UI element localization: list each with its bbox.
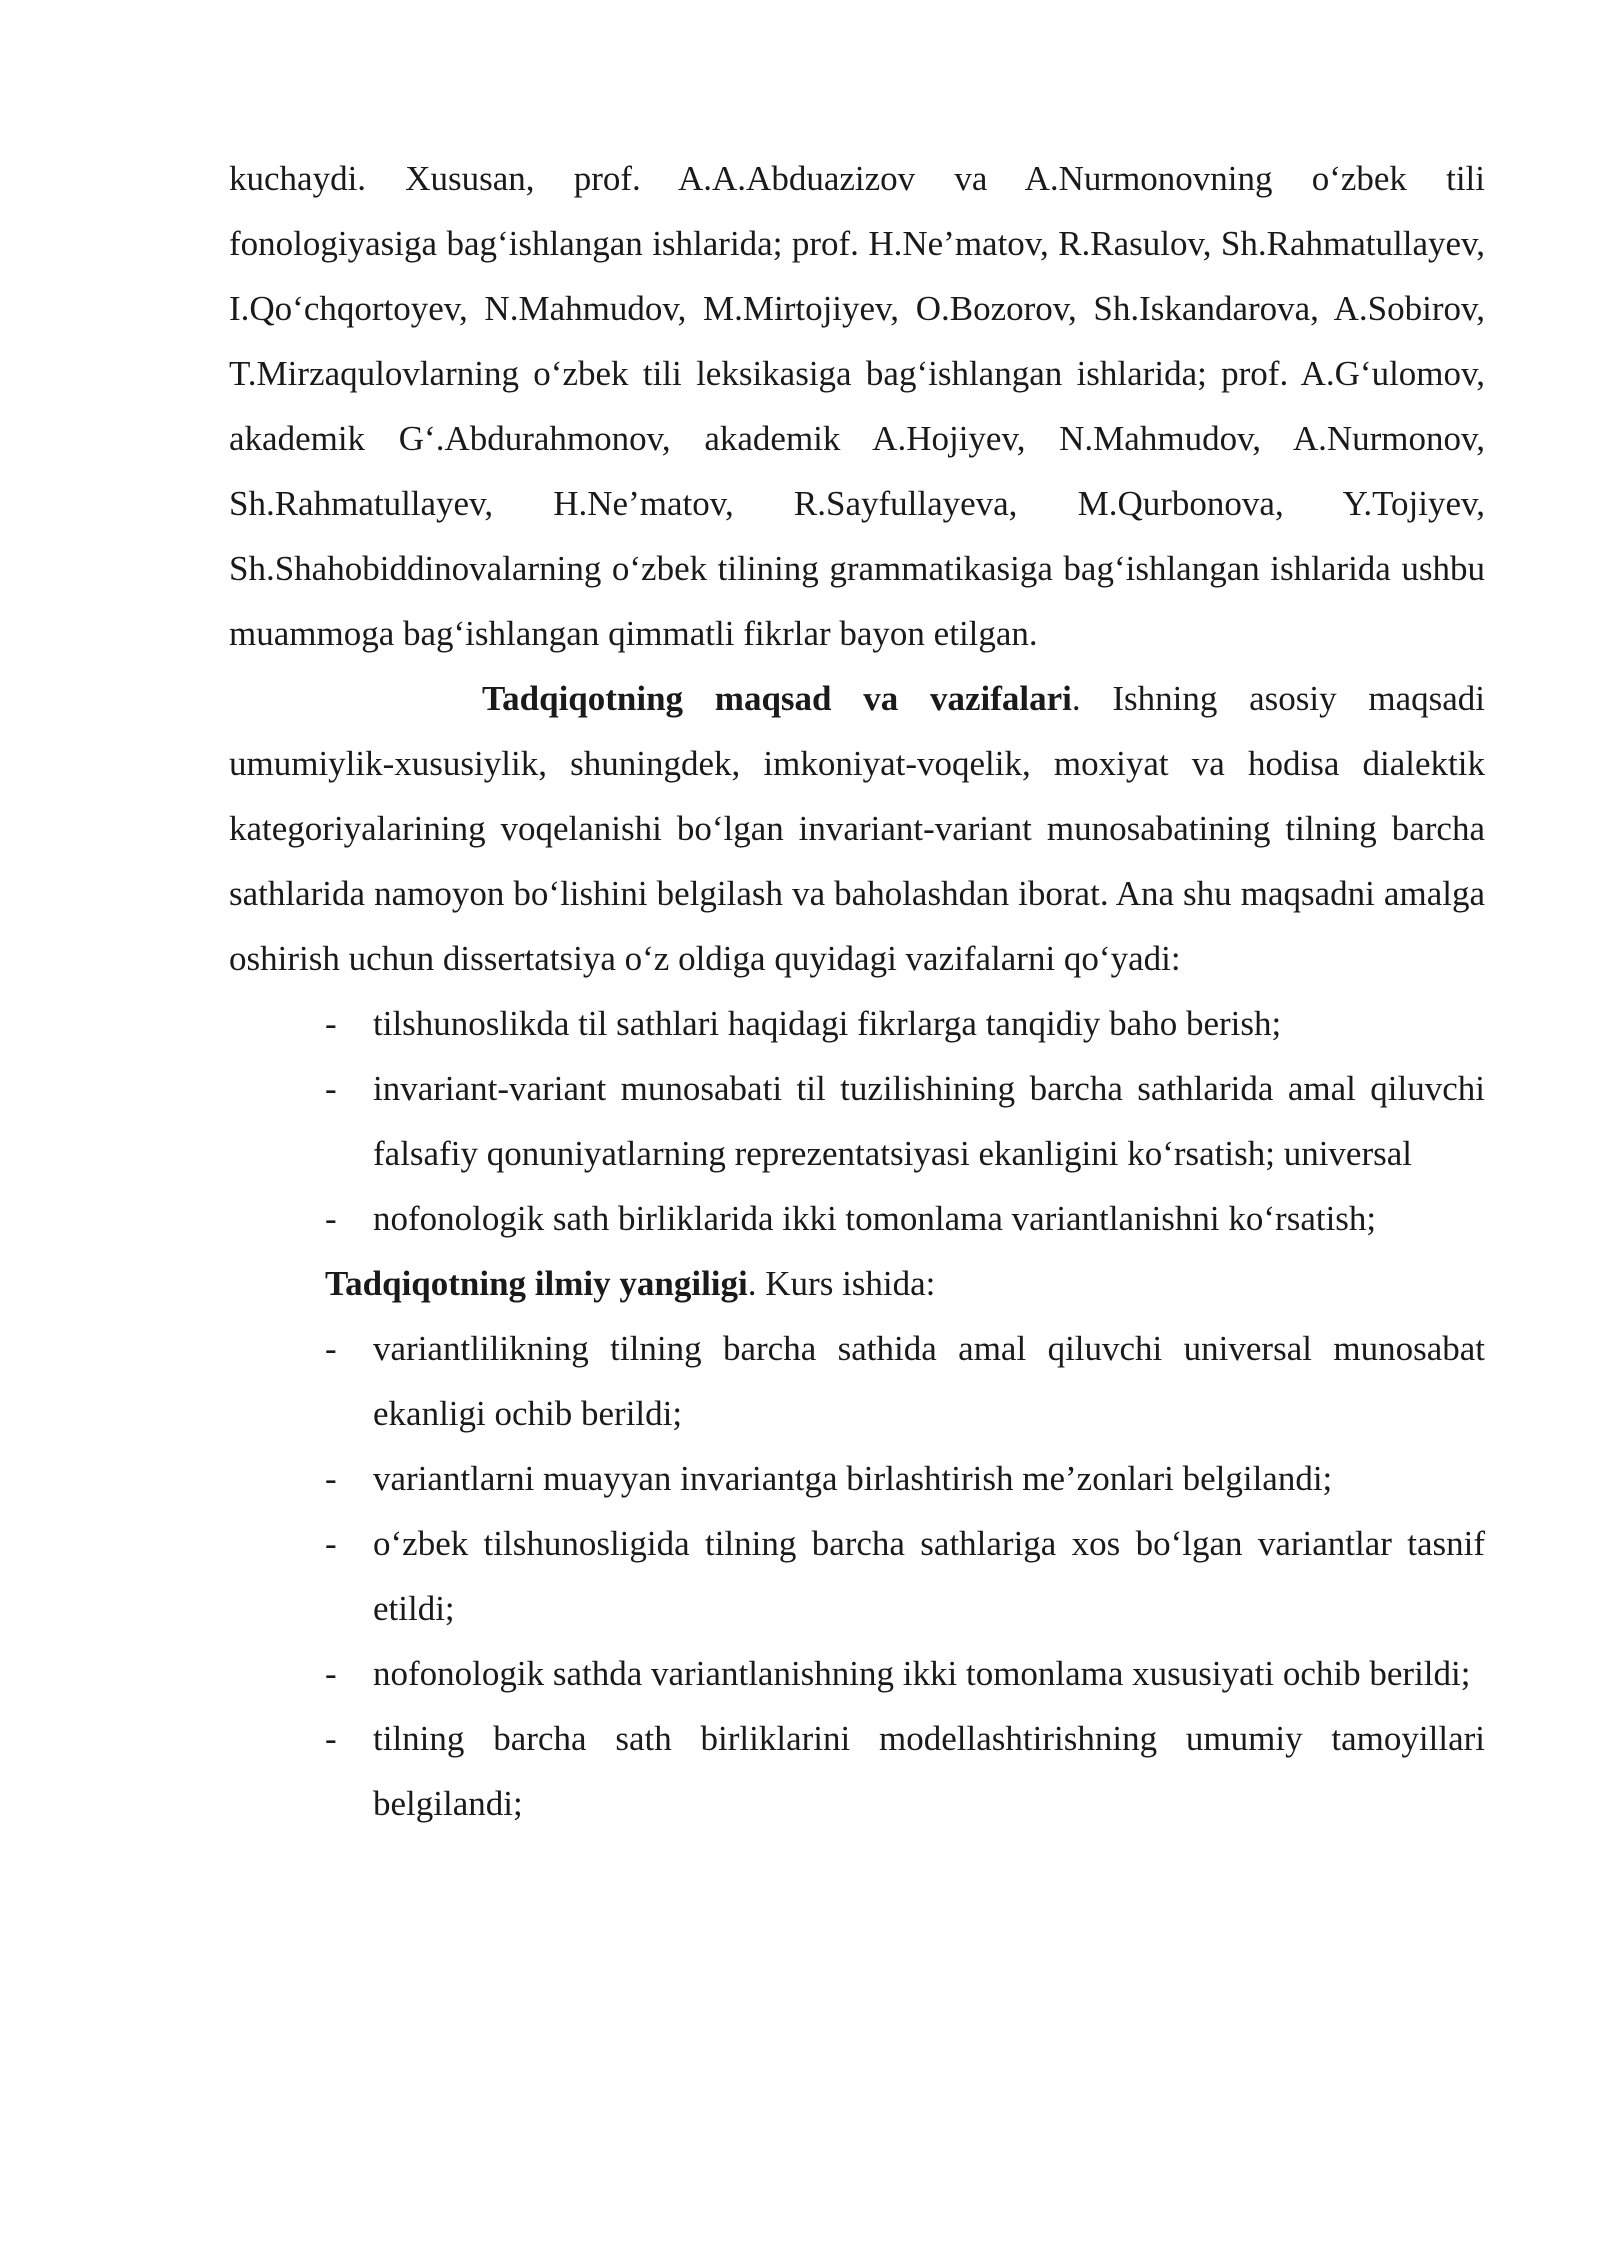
list-dash: - [325, 1329, 337, 1368]
list-item [229, 1186, 1485, 1251]
list-item-text: tilning barcha sath birliklarini modellashtirishning umumiy tamoyillari belgilandi; [373, 1719, 1485, 1823]
list-item [229, 1511, 1485, 1641]
list-item-text: invariant-variant munosabati til tuzilishining barcha sathlarida amal qiluvchi falsafiy qonuniyatlarning reprezentatsiyasi ekanligini ko‘rsatish; universal [373, 1069, 1485, 1173]
list-item-text: nofonologik sath birliklarida ikki tomonlama variantlanishni ko‘rsatish; [373, 1199, 1377, 1238]
goals-heading: Tadqiqotning maqsad va vazifalari [482, 679, 1072, 718]
list-dash: - [325, 1719, 337, 1758]
list-item-text: o‘zbek tilshunosligida tilning barcha sathlariga xos bo‘lgan variantlar tasnif etildi; [373, 1524, 1485, 1628]
list-dash: - [325, 1459, 337, 1498]
list-item [229, 1641, 1485, 1706]
list-dash: - [325, 1199, 337, 1238]
list-dash: - [325, 1524, 337, 1563]
list-item [229, 991, 1485, 1056]
list-item-text: tilshunoslikda til sathlari haqidagi fikrlarga tanqidiy baho berish; [373, 1004, 1282, 1043]
novelty-heading: Tadqiqotning ilmiy yangiligi [325, 1264, 748, 1303]
list-dash: - [325, 1069, 337, 1108]
intro-paragraph: kuchaydi. Xususan, prof. A.A.Abduazizov va A.Nurmonovning o‘zbek tili fonologiyasiga bag‘ishlangan ishlarida; prof. H.Ne’matov, R.Rasulov, Sh.Rahmatullayev, I.Qo‘chqortoyev, N.Mahmudov, M.Mirtojiyev, O.Bozorov, Sh.Iskandarova, A.Sobirov, T.Mirzaqulovlarning o‘zbek tili leksikasiga bag‘ishlangan ishlarida; prof. A.G‘ulomov, akademik G‘.Abdurahmonov, akademik A.Hojiyev, N.Mahmudov, A.Nurmonov, Sh.Rahmatullayev, H.Ne’matov, R.Sayfullayeva, M.Qurbonova, Y.Tojiyev, Sh.Shahobiddinovalarning o‘zbek tilining grammatikasiga bag‘ishlangan ishlarida ushbu muammoga bag‘ishlangan qimmatli fikrlar bayon etilgan. [229, 159, 1485, 653]
list-item [229, 1446, 1485, 1511]
goals-paragraph [229, 666, 1485, 991]
novelty-text: . Kurs ishida: [747, 1264, 936, 1303]
document-body [229, 146, 1485, 1836]
list-item [229, 1316, 1485, 1446]
list-item [229, 1056, 1485, 1186]
list-item [229, 1706, 1485, 1836]
list-dash: - [325, 1654, 337, 1693]
goals-list [229, 991, 1485, 1251]
novelty-paragraph [229, 1251, 1485, 1316]
novelty-list [229, 1316, 1485, 1836]
list-item-text: variantlarni muayyan invariantga birlashtirish me’zonlari belgilandi; [373, 1459, 1333, 1498]
goals-text: . Ishning asosiy maqsadi umumiylik-xususiylik, shuningdek, imkoniyat-voqelik, moxiyat va hodisa dialektik kategoriyalarining voqelanishi bo‘lgan invariant-variant munosabatining tilning barcha sathlarida namoyon bo‘lishini belgilash va baholashdan iborat. Ana shu maqsadni amalga oshirish uchun dissertatsiya o‘z oldiga quyidagi vazifalarni qo‘yadi: [229, 679, 1485, 978]
list-item-text: variantlilikning tilning barcha sathida amal qiluvchi universal munosabat ekanligi ochib berildi; [373, 1329, 1485, 1433]
list-dash: - [325, 1004, 337, 1043]
list-item-text: nofonologik sathda variantlanishning ikki tomonlama xususiyati ochib berildi; [373, 1654, 1471, 1693]
